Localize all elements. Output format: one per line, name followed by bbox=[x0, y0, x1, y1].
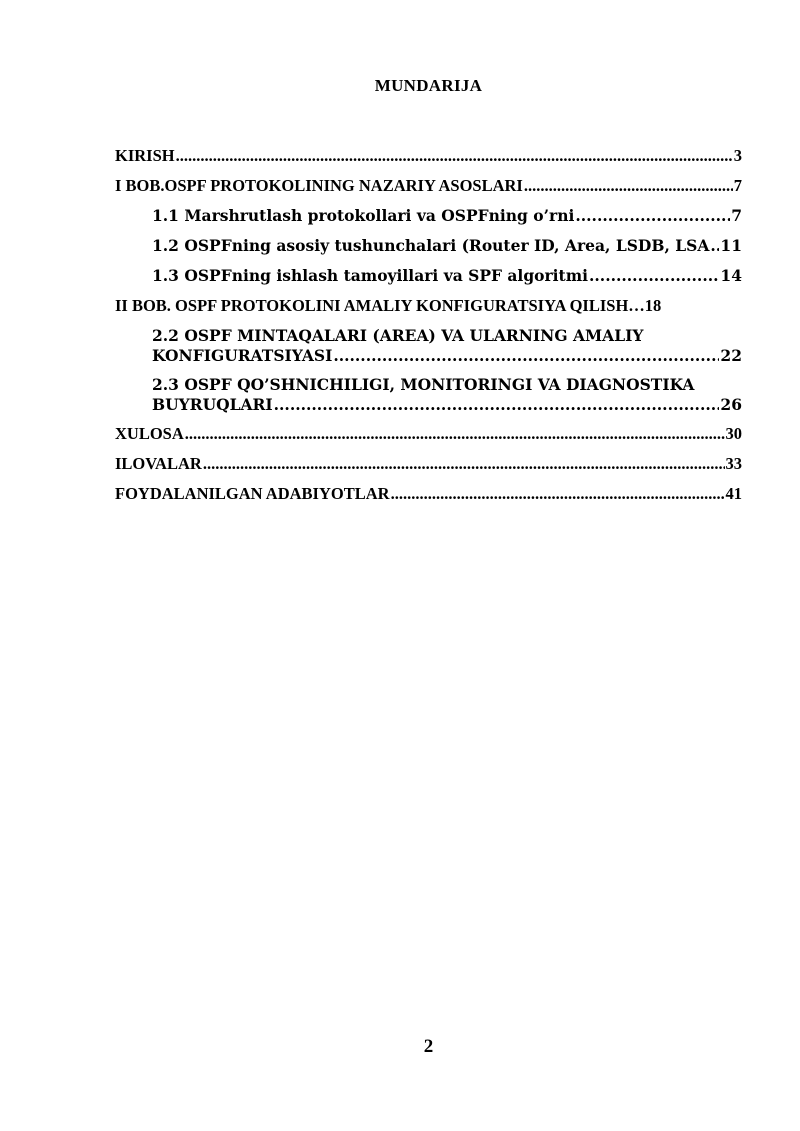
dot-leader bbox=[176, 146, 733, 166]
toc-entry-page: 14 bbox=[720, 266, 742, 285]
toc-entry-label: KIRISH bbox=[115, 146, 175, 165]
dot-leader bbox=[524, 176, 733, 196]
toc-entry-page: 7 bbox=[731, 206, 742, 225]
dot-leader bbox=[589, 266, 719, 286]
toc-entry-page: 7 bbox=[733, 176, 742, 195]
toc-entry-section-2-3[interactable] bbox=[115, 375, 742, 415]
toc-entry-label-line2: BUYRUQLARI bbox=[152, 395, 273, 414]
toc-entry-label: I BOB.OSPF PROTOKOLINING NAZARIY ASOSLARI bbox=[115, 176, 523, 195]
toc-entry-label: ILOVALAR bbox=[115, 454, 202, 473]
toc-entry-chapter-2[interactable] bbox=[115, 296, 742, 316]
toc-entry-section-1-2[interactable] bbox=[115, 236, 742, 256]
dot-leader bbox=[710, 236, 719, 256]
toc-entry-page: 18 bbox=[644, 296, 662, 315]
toc-entry-page: 22 bbox=[720, 346, 742, 365]
toc-entry-section-2-2[interactable] bbox=[115, 326, 742, 366]
toc-entry-page: 11 bbox=[720, 236, 742, 255]
toc-entry-label-line1: 2.3 OSPF QO’SHNICHILIGI, MONITORINGI VA DIAGNOSTIKA bbox=[152, 375, 695, 394]
toc-entry-section-1-1[interactable] bbox=[115, 206, 742, 226]
toc-entry-ilovalar[interactable] bbox=[115, 454, 742, 474]
dot-leader bbox=[575, 206, 730, 226]
dot-leader bbox=[203, 454, 725, 474]
toc-entry-kirish[interactable] bbox=[115, 146, 742, 166]
toc-entry-section-1-3[interactable] bbox=[115, 266, 742, 286]
toc-entry-page: 33 bbox=[725, 454, 742, 473]
dot-leader bbox=[185, 424, 725, 444]
ellipsis-separator: … bbox=[628, 296, 645, 315]
page-number: 2 bbox=[423, 1036, 434, 1057]
toc-entry-label: 1.2 OSPFning asosiy tushunchalari (Router ID, Area, LSDB, LSA bbox=[152, 236, 710, 255]
toc-entry-xulosa[interactable] bbox=[115, 424, 742, 444]
toc-entry-page: 3 bbox=[733, 146, 742, 165]
toc-entry-adabiyotlar[interactable] bbox=[115, 484, 742, 504]
toc-entry-label: 1.1 Marshrutlash protokollari va OSPFning o’rni bbox=[152, 206, 575, 225]
toc-entry-label: II BOB. OSPF PROTOKOLINI AMALIY KONFIGURATSIYA QILISH bbox=[115, 296, 629, 315]
toc-entry-chapter-1[interactable] bbox=[115, 176, 742, 196]
toc-entry-page: 30 bbox=[725, 424, 742, 443]
toc-entry-label: FOYDALANILGAN ADABIYOTLAR bbox=[115, 484, 390, 503]
toc-entry-label: 1.3 OSPFning ishlash tamoyillari va SPF algoritmi bbox=[152, 266, 588, 285]
dot-leader bbox=[391, 484, 725, 504]
table-of-contents bbox=[115, 146, 742, 514]
toc-entry-label-line2: KONFIGURATSIYASI bbox=[152, 346, 333, 365]
toc-entry-label: XULOSA bbox=[115, 424, 184, 443]
toc-entry-page: 26 bbox=[720, 395, 742, 414]
toc-entry-page: 41 bbox=[725, 484, 742, 503]
page-title: MUNDARIJA bbox=[374, 76, 483, 95]
dot-leader bbox=[333, 346, 719, 366]
dot-leader bbox=[274, 395, 720, 415]
toc-entry-label-line1: 2.2 OSPF MINTAQALARI (AREA) VA ULARNING AMALIY bbox=[152, 326, 644, 345]
